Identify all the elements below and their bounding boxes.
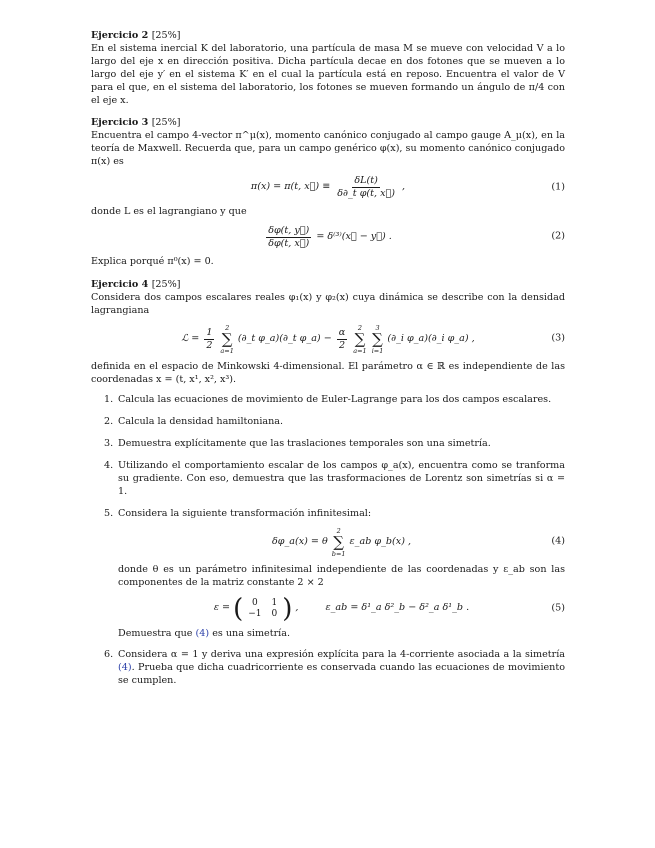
- eq1-label: (1): [551, 181, 565, 193]
- exercise-4-list: [91, 394, 565, 688]
- item-6-number: 6.: [104, 649, 114, 661]
- eq1-fraction: [335, 175, 397, 200]
- eq4-rhs: ε_ab φ_b(x) ,: [349, 535, 412, 547]
- item-5-text-3: [118, 628, 565, 641]
- eq4-lhs: δφ_a(x) = θ: [271, 535, 328, 547]
- epsilon-matrix: ( 0 1 −1 0 ): [233, 593, 293, 624]
- item-3-number: 3.: [104, 438, 114, 450]
- eq5-mid: ,: [295, 602, 299, 614]
- exercise-3-weight: [25%]: [151, 117, 181, 129]
- exercise-4: [91, 279, 565, 688]
- exercise-2-weight: [25%]: [151, 30, 181, 41]
- eq3-alpha-den: 2: [338, 339, 346, 351]
- eq1-tail: ,: [402, 181, 406, 193]
- item-6-text-a: Considera α = 1 y deriva una expresión explícita para la 4-corriente asociada a la simetría: [118, 649, 565, 661]
- equation-4-link[interactable]: (4): [195, 627, 210, 639]
- eq3-half-num: 1: [206, 326, 213, 338]
- eq3-alpha: [337, 327, 347, 352]
- eq1-numerator: δL(t): [354, 175, 378, 187]
- exercise-4-heading: Ejercicio 4: [91, 278, 149, 290]
- eq3-term-1: (∂_t φ_a)(∂_t φ_a) −: [237, 332, 332, 344]
- equation-3: [91, 324, 565, 355]
- item-5-text: Considera la siguiente transformación infinitesimal:: [118, 507, 372, 519]
- eq3-sum2-bottom: a=1: [353, 346, 367, 355]
- eq1-lhs: π(x) = π(t, x⃗) ≡: [250, 181, 331, 193]
- eq4-label: (4): [551, 535, 565, 547]
- exercise-2: [91, 30, 565, 107]
- eq2-fraction: [266, 225, 311, 250]
- item-2-text: Calcula la densidad hamiltoniana.: [118, 416, 284, 428]
- exercise-4-title: [91, 279, 565, 292]
- item-4-number: 4.: [104, 460, 114, 472]
- matrix-cell: 1: [271, 597, 278, 608]
- list-item-2: [91, 416, 565, 429]
- eq3-alpha-num: α: [338, 326, 346, 338]
- item-5-text-2: donde θ es un parámetro infinitesimal independiente de las coordenadas y ε_ab son las componentes de la matriz constante 2 × 2: [118, 563, 565, 588]
- exercise-2-text: En el sistema inercial K del laboratorio, una partícula de masa M se mueve con velocidad V a lo largo del eje x en dirección positiva. Dicha partícula decae en dos fotones que se mueven a lo largo del eje y′ en el sistema K′ en el cual la partícula está en reposo. Encuentra el valor de V para el que, en el sistema del laboratorio, los fotones se mueven formando un ángulo de π/4 con el eje x.: [91, 42, 565, 106]
- exercise-3-text-3: Explica porqué π⁰(x) = 0.: [91, 255, 214, 267]
- matrix-cell: 0: [252, 597, 258, 608]
- list-item-1: [91, 394, 565, 407]
- list-item-6: [91, 649, 565, 688]
- exercise-3-heading: Ejercicio 3: [91, 117, 149, 129]
- equation-2: [91, 225, 565, 250]
- eq2-numerator: δφ(t, y⃗): [268, 224, 310, 236]
- eq3-sum1-bottom: a=1: [220, 346, 234, 355]
- list-item-3: [91, 438, 565, 451]
- eq4-sum-bottom: b=1: [331, 549, 346, 558]
- exercise-4-weight: [25%]: [151, 278, 181, 290]
- item-6-text-b: . Prueba que dicha cuadricorriente es conservada cuando las ecuaciones de movimiento se cumplen.: [118, 662, 565, 687]
- eq4-sum-top: 2: [336, 526, 341, 535]
- item-4-text: Utilizando el comportamiento escalar de los campos φ_a(x), encuentra como se tranforma su gradiente. Con eso, demuestra que las trasformaciones de Lorentz son simetrías si α = 1.: [118, 460, 565, 497]
- exercise-2-heading: Ejercicio 2: [91, 30, 149, 41]
- eq3-half-den: 2: [206, 339, 213, 351]
- item-1-number: 1.: [104, 394, 114, 406]
- item-5-text-3b: es una simetría.: [212, 627, 291, 639]
- eq3-sum-3: 3 ∑ i=1: [371, 323, 384, 355]
- eq2-label: (2): [551, 231, 565, 243]
- eq3-sum3-bottom: i=1: [371, 346, 384, 355]
- item-2-number: 2.: [104, 416, 114, 428]
- eq3-sum-2: 2 ∑ a=1: [353, 323, 367, 355]
- eq5-lhs: ε =: [213, 602, 231, 614]
- eq3-label: (3): [551, 332, 565, 344]
- eq3-sum1-top: 2: [225, 323, 230, 332]
- equation-4-link[interactable]: (4): [118, 662, 132, 674]
- eq5-rhs: ε_ab = δ¹_a δ²_b − δ²_a δ¹_b .: [325, 602, 470, 614]
- exercise-3-title: [91, 117, 565, 130]
- item-5-text-3a: Demuestra que: [118, 627, 193, 639]
- item-5-number: 5.: [104, 507, 114, 519]
- eq3-lhs: ℒ =: [181, 332, 200, 344]
- eq2-denominator: δφ(t, x⃗): [268, 237, 310, 249]
- equation-1: [91, 175, 565, 200]
- item-3-text: Demuestra explícitamente que las traslaciones temporales son una simetría.: [118, 438, 491, 450]
- eq4-sum: 2 ∑ b=1: [331, 526, 346, 558]
- eq3-term-2: (∂_i φ_a)(∂_i φ_a) ,: [387, 332, 475, 344]
- eq3-sum2-top: 2: [357, 323, 363, 332]
- eq3-sum-1: 2 ∑ a=1: [220, 323, 234, 355]
- eq2-rhs: = δ⁽³⁾(x⃗ − y⃗) .: [316, 231, 392, 243]
- exercise-3: [91, 117, 565, 268]
- exercise-2-title: [91, 30, 565, 43]
- list-item-5: [91, 508, 565, 641]
- eq3-sum3-top: 3: [375, 323, 380, 332]
- matrix-cell: 0: [271, 608, 278, 619]
- document-page: [91, 30, 565, 698]
- list-item-4: [91, 460, 565, 499]
- exercise-4-after: definida en el espacio de Minkowski 4-dimensional. El parámetro α ∈ ℝ es independiente de las coordenadas x = (t, x¹, x², x³).: [91, 360, 565, 385]
- exercise-4-intro: Considera dos campos escalares reales φ₁(x) y φ₂(x) cuya dinámica se describe con la densidad lagrangiana: [91, 291, 565, 316]
- item-1-text: Calcula las ecuaciones de movimiento de Euler-Lagrange para los dos campos escalares.: [118, 394, 552, 406]
- equation-4: [118, 527, 565, 558]
- exercise-3-text-2: donde L es el lagrangiano y que: [91, 206, 247, 218]
- matrix-cell: −1: [248, 608, 262, 619]
- exercise-3-text-1: Encuentra el campo 4-vector π^μ(x), momento canónico conjugado al campo gauge A_μ(x), en la teoría de Maxwell. Recuerda que, para un campo genérico φ(x), su momento canónico conjugado π(x) es: [91, 130, 565, 168]
- eq1-denominator: δ∂_t φ(t, x⃗): [337, 188, 396, 200]
- eq5-label: (5): [551, 602, 565, 614]
- equation-5: [118, 593, 565, 624]
- eq3-half: [204, 327, 214, 352]
